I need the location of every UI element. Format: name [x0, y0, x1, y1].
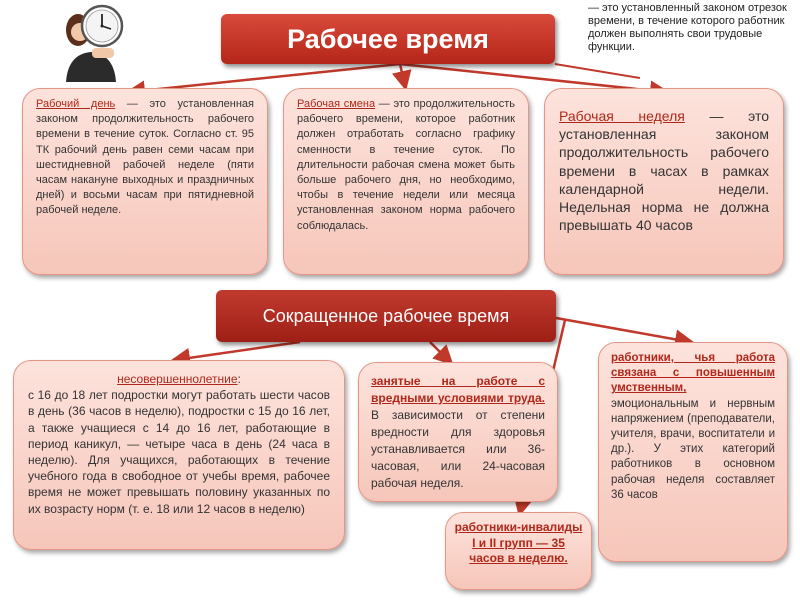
- text-minors: с 16 до 18 лет подростки могут работать шести часов в день (36 часов в неделю), подростки с 15 до 16 лет, а также учащиеся с 14 до 16 лет, работающие в период каникул, — четыре часа в день (24 часа в неделю). Для учащихся, работающих в течение учебного года в свободное от учебы время, рабочее время не может превышать половину указанных по их возрасту норм (т. е. 18 или 12 часов в неделю): [28, 388, 330, 516]
- text-work-week: — это установленная законом продолжительность рабочего времени в часах в рамках календарной недели. Недельная норма не должна превышать 40 часов: [559, 108, 769, 234]
- text-mental: эмоциональным и нервным напряжением (преподаватели, учителя, врачи, воспитатели и др.). У этих категорий работников в основном рабочая неделя составляет 36 часов: [611, 397, 775, 501]
- term-mental: работники, чья работа связана с повышенным умственным,: [611, 352, 775, 395]
- woman-holding-clock-icon: [56, 2, 126, 82]
- card-work-week: [544, 88, 784, 275]
- connector-title-center: [400, 64, 405, 86]
- main-title: Рабочее время: [221, 14, 555, 64]
- term-work-shift: Рабочая смена: [297, 98, 376, 110]
- text-work-shift: — это продолжительность рабочего времени, которое работник должен отработать согласно графику сменности в течение суток. По длительности рабочая смена может быть больше рабочего дня, но необходимо, чтобы в течение недели или месяца установленная законом норма рабочего соблюдалась.: [297, 98, 516, 232]
- term-minors-colon: :: [237, 372, 241, 386]
- connector-sub-center: [430, 342, 450, 362]
- connector-sub-left: [175, 342, 300, 360]
- reduced-time-title: Сокращенное рабочее время: [216, 290, 556, 342]
- term-disabled: работники-инвалиды I и II групп — 35 часов в неделю.: [454, 520, 583, 565]
- term-work-week: Рабочая неделя: [559, 108, 685, 124]
- text-harmful: В зависимости от степени вредности для здоровья устанавливается или 36-часовая, или 24-часовая рабочая неделя.: [371, 408, 545, 490]
- definition-note: — это установленный законом отрезок времени, в течение которого работник должен выполнять свои трудовые функции.: [588, 2, 787, 53]
- card-mental-work: [598, 342, 788, 562]
- card-disabled-workers: [445, 512, 592, 590]
- term-work-day: Рабочий день: [36, 98, 116, 110]
- card-work-day: [22, 88, 268, 275]
- term-harmful: занятые на работе с вредными условиями труда.: [371, 374, 545, 405]
- text-work-day: — это установленная законом продолжительность рабочего времени в течение суток. Согласно ст. 95 ТК рабочий день равен семи часам при шестидневной рабочей неделе (пяти часам накануне выходных и праздничных дней) и восьми часам при пятидневной рабочей неделе.: [36, 98, 255, 217]
- term-minors: несовершеннолетние: [117, 372, 238, 386]
- connector-sub-right: [556, 318, 690, 342]
- card-minors: [13, 360, 345, 550]
- card-harmful-conditions: [358, 362, 558, 502]
- card-work-shift: [283, 88, 529, 275]
- connector-title-note: [555, 64, 640, 78]
